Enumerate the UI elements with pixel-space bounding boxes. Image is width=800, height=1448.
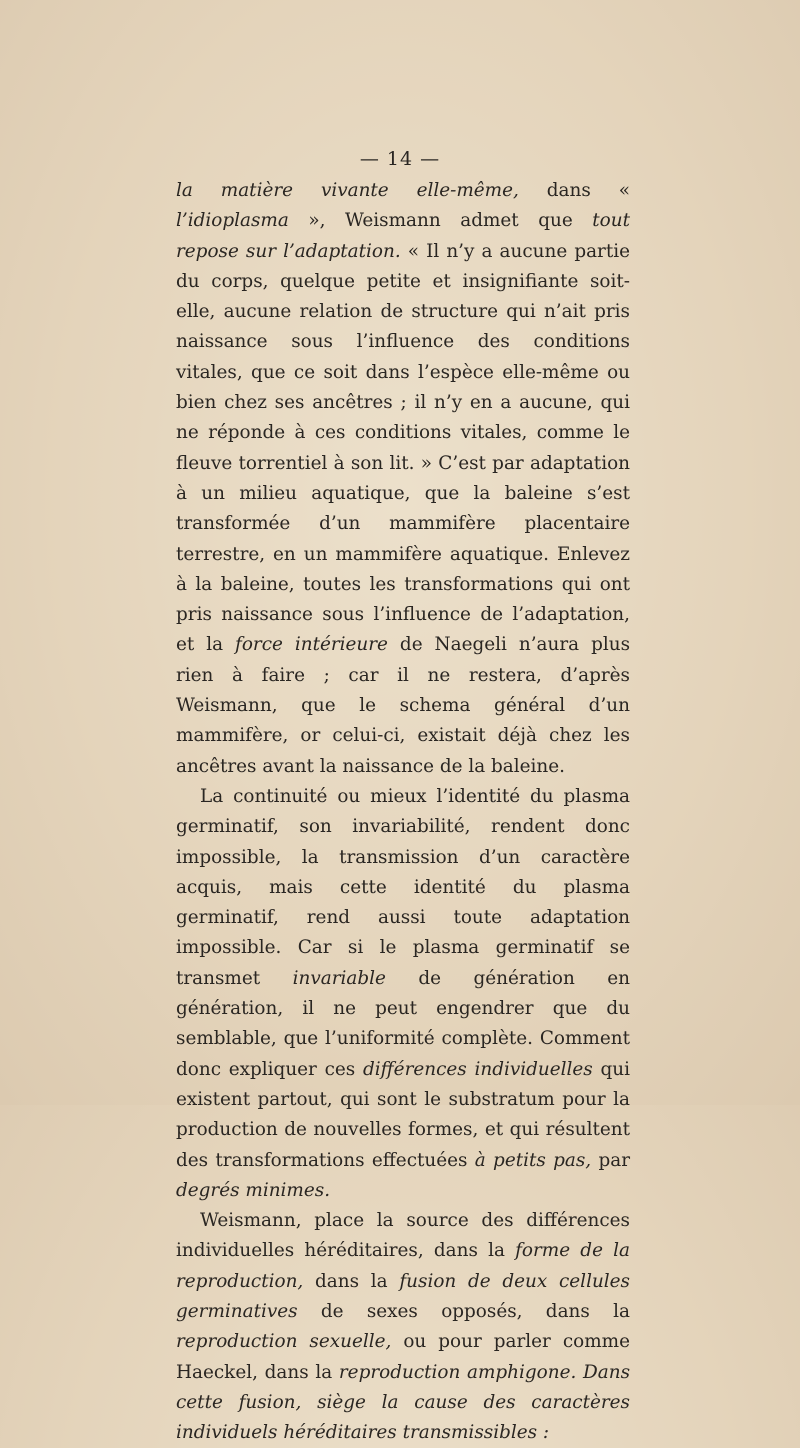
page-number: — 14 — <box>359 148 441 170</box>
paragraph <box>176 782 630 1206</box>
text-segment: l’idioplasma <box>176 210 289 232</box>
text-segment: à petits pas, <box>474 1149 592 1171</box>
text-segment: force intérieure <box>235 634 388 656</box>
text-segment: », Weismann admet que <box>288 210 593 232</box>
text-segment: invariable <box>292 967 386 989</box>
text-segment: « Il n’y a aucune partie du corps, quelque petite et insignifiante soit-elle, aucune relation de structure qui n’ait pris naissance sous l’influence des conditions vitales, que ce soit dans l’espèce elle-même ou bien chez ses ancêtres ; il n’y en a aucune, qui ne réponde à ces conditions vitales, comme le fleuve torrentiel à son lit. » C’est par adaptation à un milieu aquatique, que la baleine s’est transformée d’un mammifère placentaire terrestre, en un mammifère aquatique. Enlevez à la baleine, toutes les transformations qui ont pris naissance sous l’influence de l’adaptation, et la <box>176 240 630 656</box>
text-segment: fusion de deux cellules germinatives <box>176 1270 630 1322</box>
paragraph <box>176 176 630 782</box>
text-segment: La continuité ou mieux l’identité du plasma germinatif, son invariabilité, rendent donc impossible, la transmission d’un caractère acquis, mais cette identité du plasma germinatif, rend aussi toute adaptation impossible. Car si le plasma germinatif se transmet <box>176 785 630 989</box>
text-segment: qui existent partout, qui sont le substratum pour la production de nouvelles formes, et qui résultent des transformations effectuées <box>176 1058 630 1171</box>
text-segment: de génération en génération, il ne peut engendrer que du semblable, que l’uniformité complète. Comment donc expliquer ces <box>176 967 630 1080</box>
text-segment: dans « <box>518 180 630 201</box>
text-segment: reproduction amphigone. Dans cette fusion, siège la cause des caractères individuels héréditaires transmissibles : <box>176 1361 631 1444</box>
text-segment: degrés minimes. <box>176 1179 331 1201</box>
paragraph <box>176 1206 630 1448</box>
text-segment: la matière vivante elle-même, <box>176 180 519 201</box>
text-segment: Weismann, place la source des différences individuelles héréditaires, dans la <box>176 1210 630 1262</box>
text-segment: de sexes opposés, dans la <box>297 1300 630 1322</box>
text-segment: par <box>591 1149 631 1171</box>
text-segment: tout repose sur l’adaptation. <box>176 210 630 262</box>
body-text <box>176 176 630 1448</box>
text-segment: ou pour parler comme Haeckel, dans la <box>176 1331 630 1383</box>
text-segment: de Naegeli n’aura plus rien à faire ; car il ne restera, d’après Weismann, que le schema général d’un mammifère, or celui-ci, existait déjà chez les ancêtres avant la naissance de la baleine. <box>176 634 631 777</box>
text-segment: différences individuelles <box>363 1058 593 1080</box>
text-segment: dans la <box>303 1270 400 1292</box>
text-segment: forme de la reproduction, <box>176 1240 630 1292</box>
text-segment: reproduction sexuelle, <box>176 1331 392 1353</box>
